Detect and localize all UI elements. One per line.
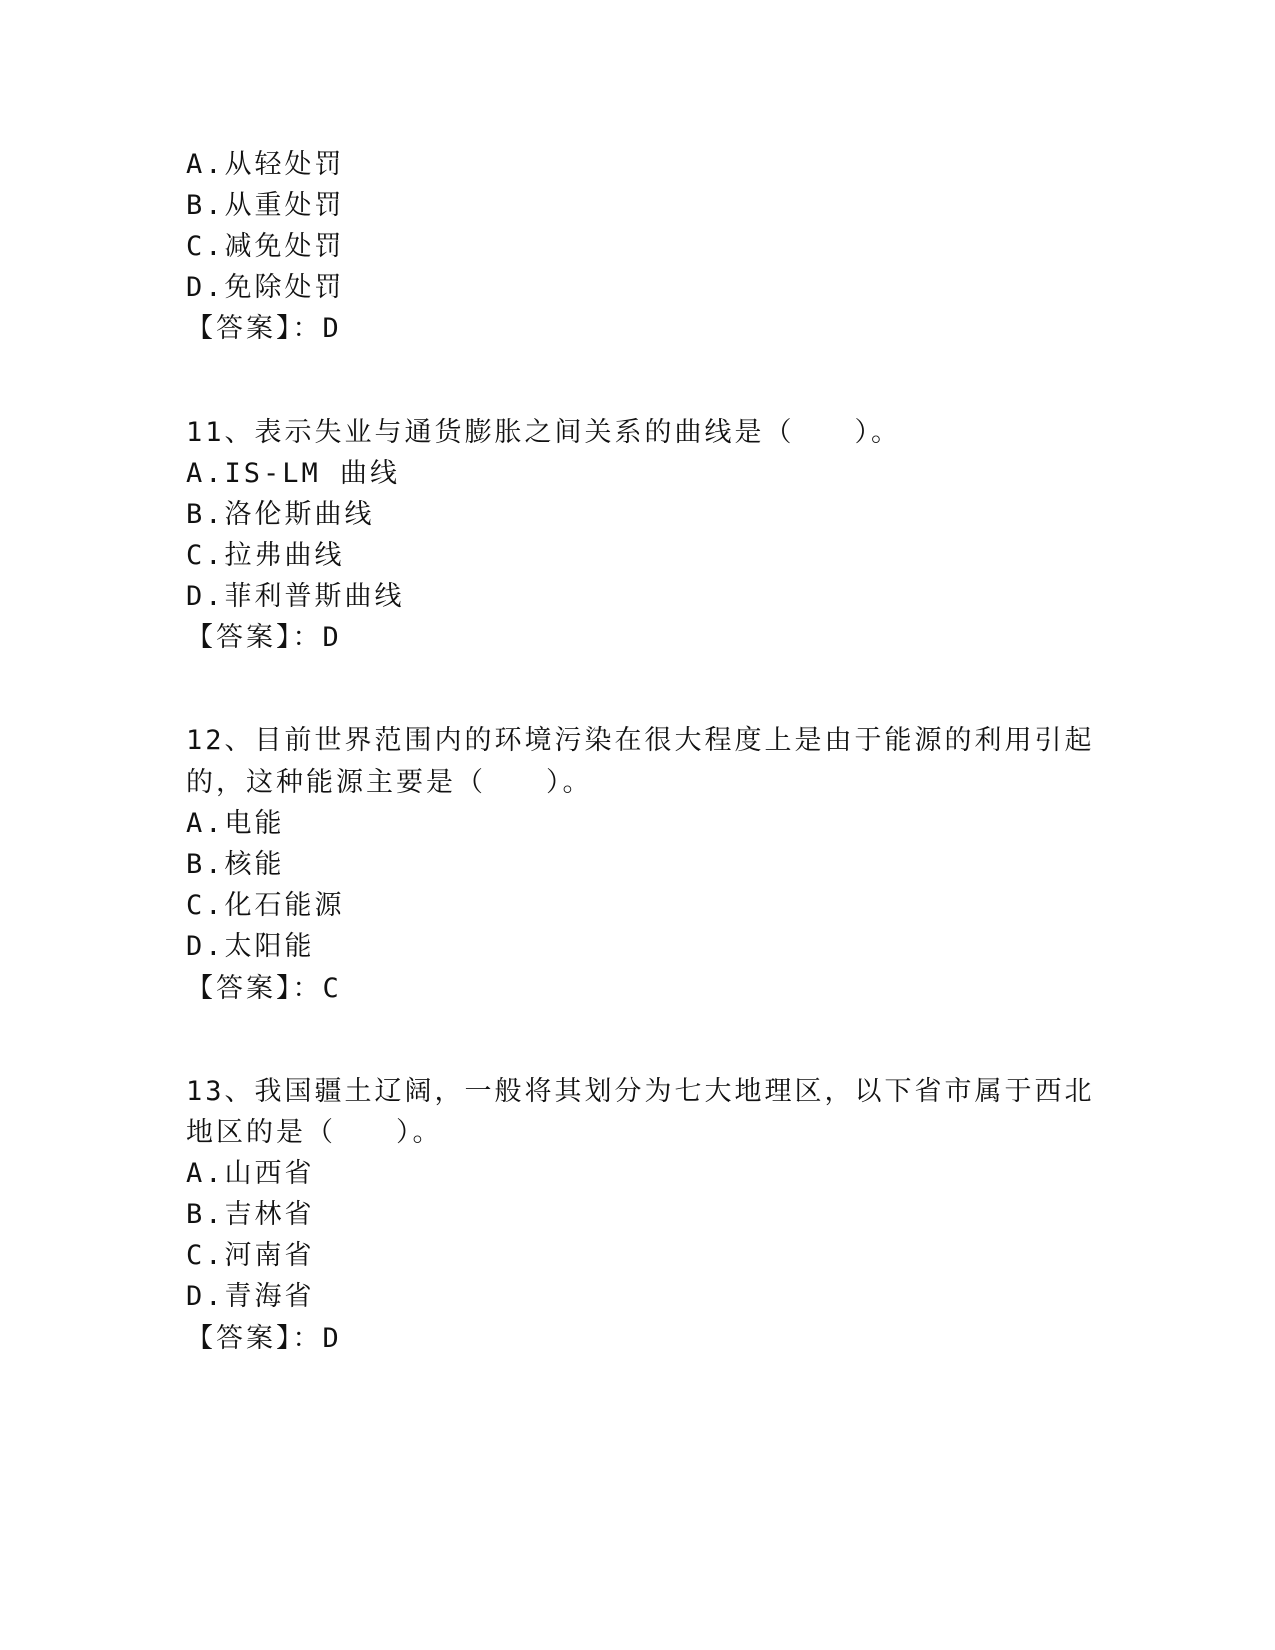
option-d: D.免除处罚 bbox=[186, 272, 345, 303]
option-b: B.吉林省 bbox=[186, 1199, 315, 1230]
question-stem: 12、目前世界范围内的环境污染在很大程度上是由于能源的利用引起 bbox=[186, 725, 1095, 756]
question-stem: 11、表示失业与通货膨胀之间关系的曲线是（ ）。 bbox=[186, 417, 902, 448]
option-a: A.山西省 bbox=[186, 1158, 315, 1189]
question-stem-cont: 的，这种能源主要是（ ）。 bbox=[186, 767, 593, 798]
answer-line: 【答案】：C bbox=[186, 973, 342, 1004]
option-b: B.从重处罚 bbox=[186, 190, 345, 221]
option-a: A.电能 bbox=[186, 808, 285, 839]
option-b: B.洛伦斯曲线 bbox=[186, 499, 375, 530]
option-c: C.减免处罚 bbox=[186, 231, 345, 262]
option-c: C.拉弗曲线 bbox=[186, 540, 345, 571]
option-b: B.核能 bbox=[186, 849, 285, 880]
question-stem: 13、我国疆土辽阔，一般将其划分为七大地理区，以下省市属于西北 bbox=[186, 1076, 1095, 1107]
option-d: D.太阳能 bbox=[186, 931, 315, 962]
option-c: C.河南省 bbox=[186, 1240, 315, 1271]
answer-line: 【答案】：D bbox=[186, 622, 342, 653]
option-d: D.青海省 bbox=[186, 1281, 315, 1312]
option-a: A.IS-LM 曲线 bbox=[186, 458, 401, 489]
question-stem-cont: 地区的是（ ）。 bbox=[186, 1117, 443, 1148]
option-d: D.菲利普斯曲线 bbox=[186, 581, 405, 612]
option-a: A.从轻处罚 bbox=[186, 149, 345, 180]
answer-line: 【答案】：D bbox=[186, 313, 342, 344]
option-c: C.化石能源 bbox=[186, 890, 345, 921]
answer-line: 【答案】：D bbox=[186, 1323, 342, 1354]
